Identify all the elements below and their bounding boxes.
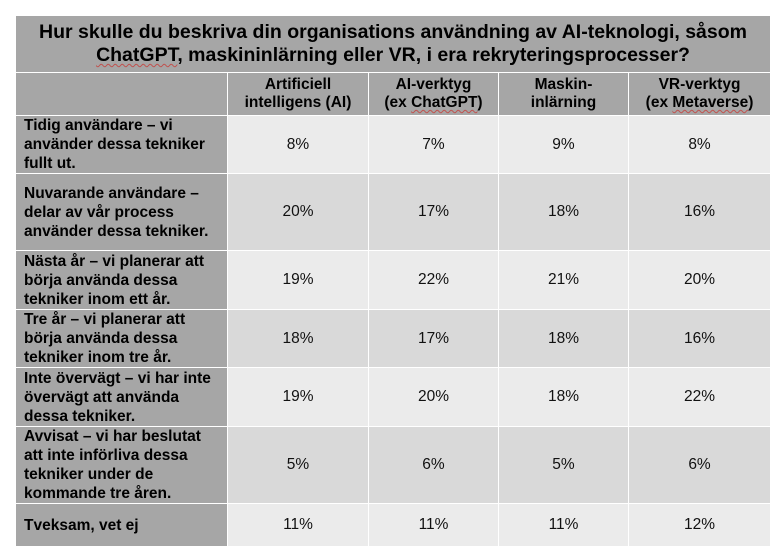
value-cell: 12%: [629, 504, 771, 547]
row-label: Nästa år – vi planerar att börja använda dessa tekniker inom ett år.: [16, 251, 228, 310]
value-cell: 22%: [369, 251, 499, 310]
column-header-machine-learning: [499, 73, 629, 116]
column-header-suffix: ): [477, 94, 483, 111]
row-label: Tidig användare – vi använder dessa tekniker fullt ut.: [16, 116, 228, 174]
table-row-unsure: [16, 504, 771, 547]
value-cell: 11%: [369, 504, 499, 547]
value-cell: 20%: [369, 368, 499, 427]
table-row-current-user: [16, 174, 771, 251]
table-row-rejected: [16, 427, 771, 504]
row-label: Avvisat – vi har beslutat att inte införliva dessa tekniker under de kommande tre åren.: [16, 427, 228, 504]
row-label: Tveksam, vet ej: [16, 504, 228, 547]
column-header-line: inlärning: [530, 94, 597, 111]
value-cell: 7%: [369, 116, 499, 174]
row-label: Tre år – vi planerar att börja använda dessa tekniker inom tre år.: [16, 310, 228, 368]
value-cell: 19%: [228, 368, 369, 427]
table-title: [16, 16, 771, 73]
value-cell: 16%: [629, 310, 771, 368]
column-header-line: Artificiell: [264, 76, 332, 93]
title-text-part1: Hur skulle du beskriva din organisations användning av AI-teknologi, såsom: [39, 21, 747, 43]
value-cell: 22%: [629, 368, 771, 427]
value-cell: 16%: [629, 174, 771, 251]
value-cell: 6%: [629, 427, 771, 504]
value-cell: 8%: [629, 116, 771, 174]
value-cell: 18%: [499, 174, 629, 251]
value-cell: 5%: [228, 427, 369, 504]
row-label: Inte övervägt – vi har inte övervägt att använda dessa tekniker.: [16, 368, 228, 427]
value-cell: 11%: [499, 504, 629, 547]
value-cell: 6%: [369, 427, 499, 504]
header-corner-cell: [16, 73, 228, 116]
table-row-three-years: [16, 310, 771, 368]
value-cell: 19%: [228, 251, 369, 310]
table-row-not-considered: [16, 368, 771, 427]
value-cell: 17%: [369, 174, 499, 251]
value-cell: 17%: [369, 310, 499, 368]
value-cell: 18%: [499, 310, 629, 368]
column-header-ai: [228, 73, 369, 116]
column-header-ai-tools: [369, 73, 499, 116]
column-header-prefix: (ex: [645, 94, 673, 111]
value-cell: 18%: [228, 310, 369, 368]
column-header-vr-tools: [629, 73, 771, 116]
value-cell: 18%: [499, 368, 629, 427]
column-header-line: AI-verktyg: [395, 76, 472, 93]
value-cell: 21%: [499, 251, 629, 310]
column-header-word: ChatGPT: [411, 94, 478, 111]
table-row-early-adopter: [16, 116, 771, 174]
title-chatgpt-word: ChatGPT: [96, 44, 178, 66]
column-header-line: VR-verktyg: [658, 76, 741, 93]
column-header-prefix: (ex: [384, 94, 412, 111]
column-header-line: Maskin-: [534, 76, 593, 93]
header-row: [16, 73, 771, 116]
value-cell: 20%: [629, 251, 771, 310]
value-cell: 11%: [228, 504, 369, 547]
value-cell: 20%: [228, 174, 369, 251]
value-cell: 5%: [499, 427, 629, 504]
column-header-suffix: ): [748, 94, 754, 111]
value-cell: 9%: [499, 116, 629, 174]
value-cell: 8%: [228, 116, 369, 174]
column-header-word: Metaverse: [672, 94, 749, 111]
survey-table: [15, 15, 771, 547]
table-row-next-year: [16, 251, 771, 310]
column-header-line: intelligens (AI): [244, 94, 352, 111]
row-label: Nuvarande användare – delar av vår process använder dessa tekniker.: [16, 174, 228, 251]
title-row: [16, 16, 771, 73]
title-text-part2: , maskininlärning eller VR, i era rekryteringsprocesser?: [177, 44, 690, 66]
